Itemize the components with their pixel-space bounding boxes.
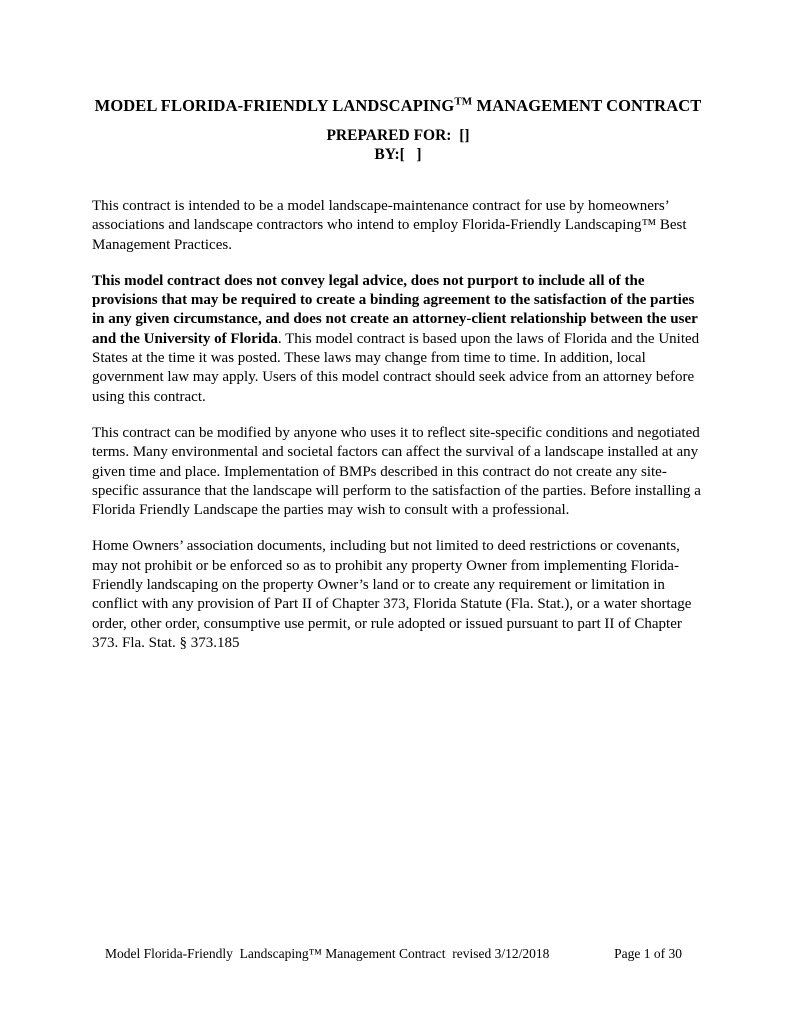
document-title	[92, 95, 704, 116]
paragraph-hoa: Home Owners’ association documents, including but not limited to deed restrictions or covenants, may not prohibit or be enforced so as to prohibit any property Owner from implementing Florida-Friendly landscaping on the property Owner’s land or to create any requirement or limitation in conflict with any provision of Part II of Chapter 373, Florida Statute (Fla. Stat.), or a water shortage order, other order, consumptive use permit, or rule adopted or issued pursuant to part II of Chapter 373. Fla. Stat. § 373.185	[92, 538, 692, 651]
page-footer	[0, 945, 790, 962]
document-title-suffix: MANAGEMENT CONTRACT	[472, 96, 702, 115]
paragraph-intro: This contract is intended to be a model landscape-maintenance contract for use by homeowners’ associations and landscape contractors who intend to employ Florida-Friendly Landscaping™ Best Management Practices.	[92, 198, 687, 253]
paragraph-modification: This contract can be modified by anyone who uses it to reflect site-specific conditions and negotiated terms. Many environmental and societal factors can affect the survival of a landscape installed at any given time and place. Implementation of BMPs described in this contract do not create any site-specific assurance that the landscape will perform to the satisfaction of the parties. Before installing a Florida Friendly Landscape the parties may wish to consult with a professional.	[92, 424, 701, 519]
subtitle-block	[92, 126, 704, 164]
page-content	[92, 95, 704, 670]
document-title-main: MODEL FLORIDA-FRIENDLY LANDSCAPING	[94, 96, 455, 115]
prepared-for-line: PREPARED FOR: []	[326, 127, 470, 144]
paragraph-disclaimer-rest: . This model contract is based upon the laws of Florida and the United States at the time it was posted. These laws may change from time to time. In addition, local government law may apply. Users of this model contract should seek advice from an attorney before using this contract.	[92, 330, 700, 405]
trademark-superscript: TM	[454, 95, 473, 108]
paragraph-disclaimer-bold: This model contract does not convey legal advice, does not purport to include all of the provisions that may be required to create a binding agreement to the satisfaction of the parties in any given circumstance, and does not create an attorney-client relationship between the user and the University of Florida	[92, 272, 698, 347]
paragraph-disclaimer	[92, 272, 704, 407]
body-text	[92, 197, 704, 653]
page-number: Page 1 of 30	[614, 946, 682, 961]
footer-document-label: Model Florida-Friendly Landscaping™ Management Contract revised 3/12/2018	[105, 946, 550, 961]
by-line: BY:[ ]	[374, 146, 422, 163]
